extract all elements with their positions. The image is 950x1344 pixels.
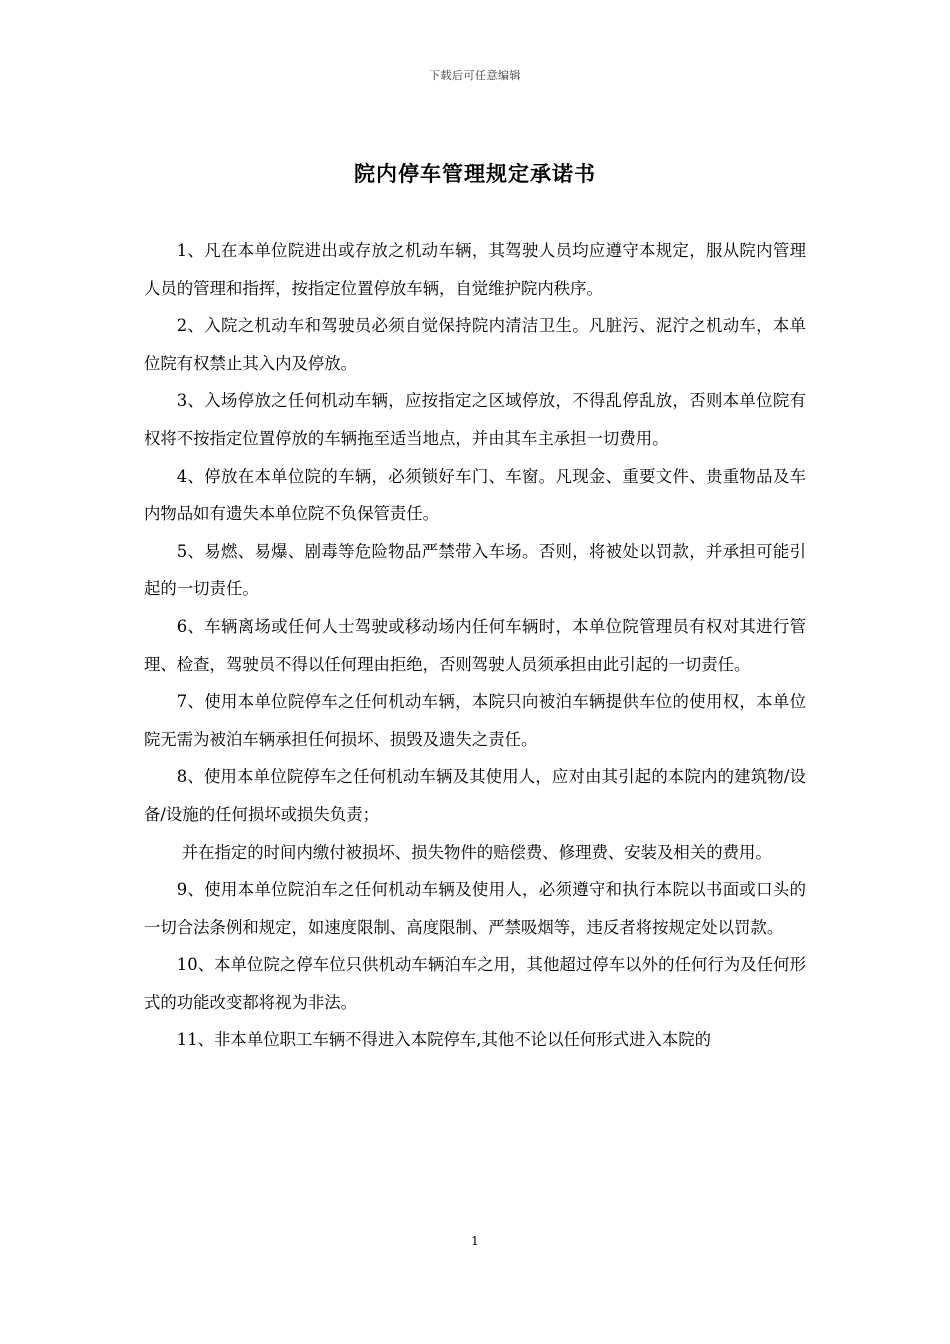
page-number: 1 xyxy=(471,1234,479,1248)
document-body xyxy=(144,232,806,1059)
clause-5: 5、易燃、易爆、剧毒等危险物品严禁带入车场。否则，将被处以罚款，并承担可能引起的一切责任。 xyxy=(144,541,806,599)
clause-1: 1、凡在本单位院进出或存放之机动车辆，其驾驶人员均应遵守本规定，服从院内管理人员的管理和指挥，按指定位置停放车辆，自觉维护院内秩序。 xyxy=(144,241,806,298)
clause-4: 4、停放在本单位院的车辆，必须锁好车门、车窗。凡现金、重要文件、贵重物品及车内物品如有遗失本单位院不负保管责任。 xyxy=(144,466,806,524)
clause-11: 11、非本单位职工车辆不得进入本院停车,其他不论以任何形式进入本院的 xyxy=(176,1030,711,1050)
clause-9: 9、使用本单位院泊车之任何机动车辆及使用人，必须遵守和执行本院以书面或口头的一切合法条例和规定，如速度限制、高度限制、严禁吸烟等，违反者将按规定处以罚款。 xyxy=(144,880,806,937)
clause-7: 7、使用本单位院停车之任何机动车辆，本院只向被泊车辆提供车位的使用权，本单位院无需为被泊车辆承担任何损坏、损毁及遗失之责任。 xyxy=(144,692,806,749)
header-note: 下载后可任意编辑 xyxy=(429,69,521,82)
clause-8-continuation: 并在指定的时间内缴付被损坏、损失物件的赔偿费、修理费、安装及相关的费用。 xyxy=(181,842,772,862)
clause-3: 3、入场停放之任何机动车辆，应按指定之区域停放，不得乱停乱放，否则本单位院有权将不按指定位置停放的车辆拖至适当地点，并由其车主承担一切费用。 xyxy=(144,391,806,448)
clause-6: 6、车辆离场或任何人士驾驶或移动场内任何车辆时，本单位院管理员有权对其进行管理、检查，驾驶员不得以任何理由拒绝，否则驾驶人员须承担由此引起的一切责任。 xyxy=(144,616,806,674)
clause-8: 8、使用本单位院停车之任何机动车辆及其使用人，应对由其引起的本院内的建筑物/设备/设施的任何损坏或损失负责； xyxy=(144,767,806,824)
clause-2: 2、入院之机动车和驾驶员必须自觉保持院内清洁卫生。凡脏污、泥泞之机动车，本单位院有权禁止其入内及停放。 xyxy=(144,316,806,373)
clause-10: 10、本单位院之停车位只供机动车辆泊车之用，其他超过停车以外的任何行为及任何形式的功能改变都将视为非法。 xyxy=(144,955,806,1012)
document-title: 院内停车管理规定承诺书 xyxy=(354,161,596,186)
